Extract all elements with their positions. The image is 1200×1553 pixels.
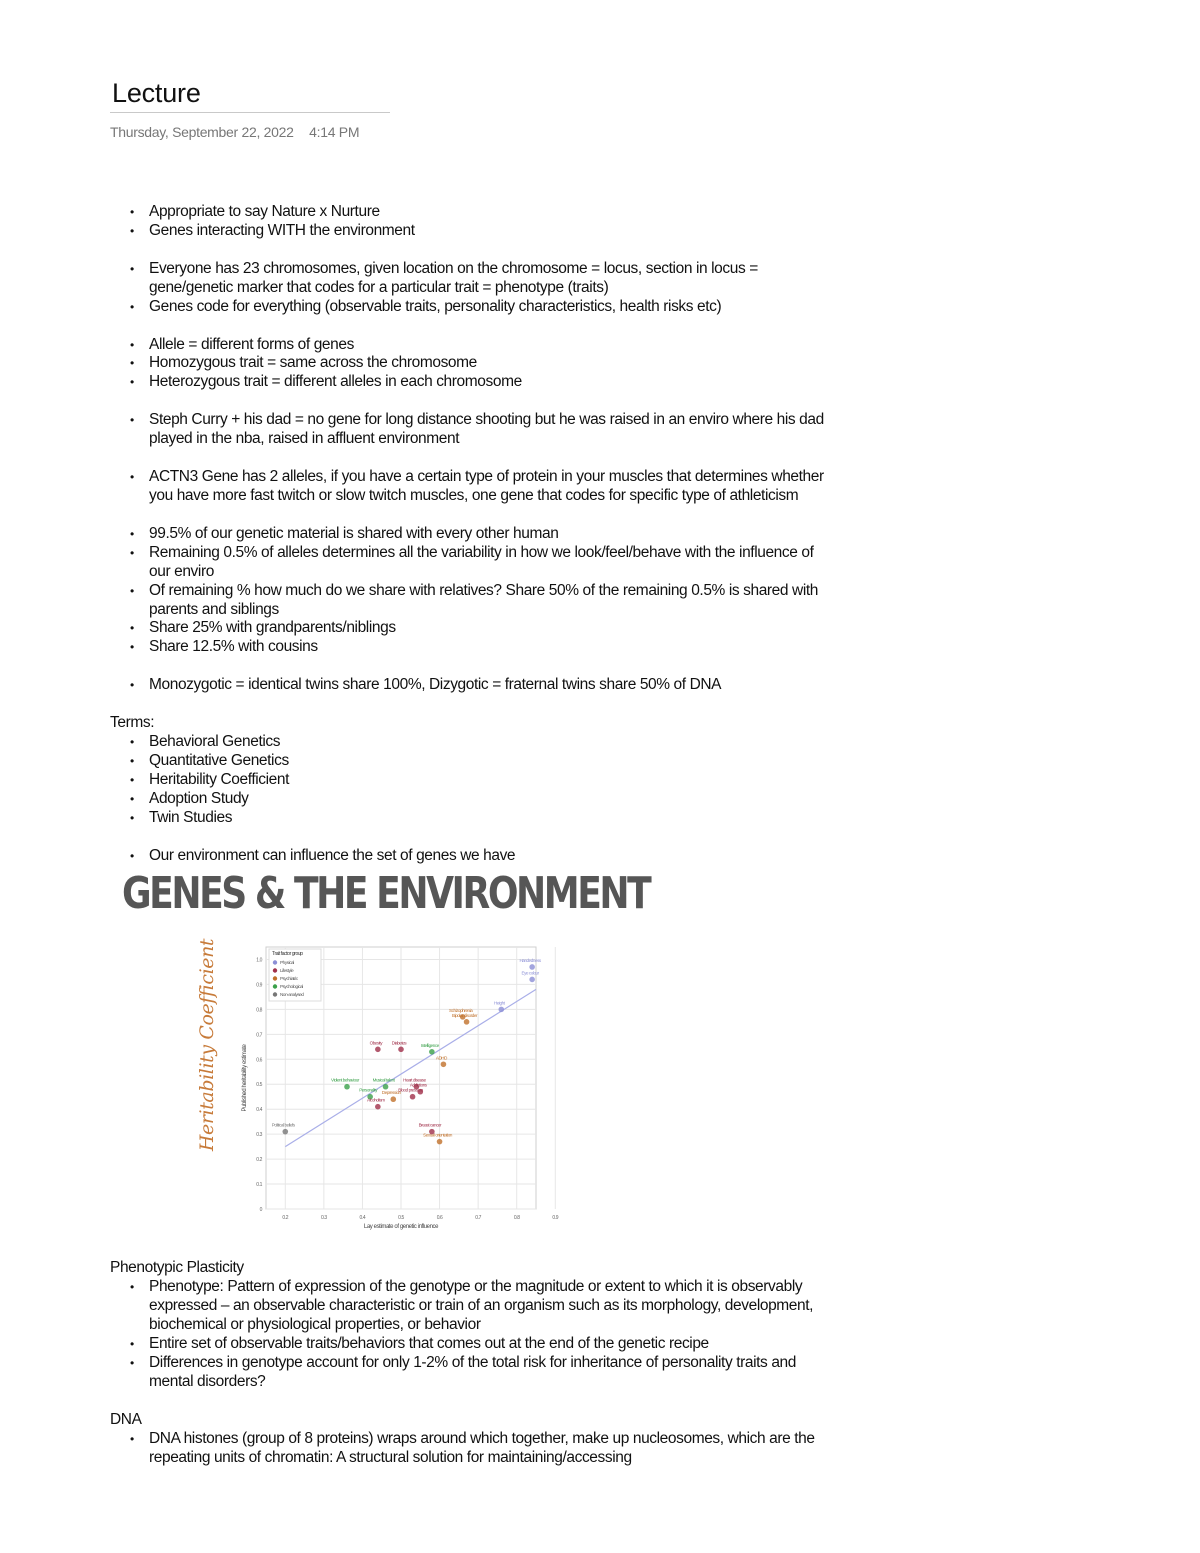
list-item: • Share 25% with grandparents/niblings [110,619,830,638]
note-body [110,203,830,1468]
data-point-label: Schizophrenia [449,1008,473,1014]
y-tick-label: 0.4 [256,1107,262,1114]
x-tick-label: 0.9 [552,1215,559,1222]
list-item: • Genes interacting WITH the environment [110,222,830,241]
x-tick-label: 0.4 [359,1215,366,1222]
data-point [282,1129,288,1135]
legend-entry: Non-analysed [280,992,304,998]
y-tick-label: 0.7 [256,1032,262,1039]
y-tick-label: 0.2 [256,1157,262,1164]
genes-environment-figure [120,868,650,1245]
legend-swatch [273,977,277,981]
y-tick-label: 0 [259,1207,262,1214]
bullet-list [110,676,830,695]
bullet-list [110,260,830,317]
data-point [398,1047,404,1053]
data-point-label: Addictions [409,1083,427,1089]
plasticity-list [110,1278,830,1391]
legend-entry: Psychiatric [280,976,298,982]
legend-swatch [273,985,277,989]
legend-swatch [273,993,277,997]
y-tick-label: 0.8 [256,1007,262,1014]
list-item: • Monozygotic = identical twins share 100%, Dizygotic = fraternal twins share 50% of DNA [110,676,830,695]
legend-swatch [273,961,277,965]
legend-entry: Lifestyle [280,968,294,974]
dna-list [110,1430,830,1468]
bullet-list [110,203,830,241]
data-point [429,1049,435,1055]
x-tick-label: 0.8 [513,1215,520,1222]
figure-title: GENES & THE ENVIRONMENT [122,868,650,920]
heritability-scatter-chart [238,941,559,1231]
list-item: • Of remaining % how much do we share with relatives? Share 50% of the remaining 0.5% is shared with parents and siblings [110,582,830,620]
data-point [390,1097,396,1103]
data-point-label: Handedness [519,958,541,964]
data-point-label: Alcoholism [366,1098,385,1104]
data-point [383,1084,389,1090]
data-point-label: Intelligence [420,1043,439,1049]
list-item: • Behavioral Genetics [110,733,830,752]
list-item: • Heritability Coefficient [110,771,830,790]
data-point-label: Eye colour [521,970,539,976]
title-divider [110,112,390,113]
y-tick-label: 0.1 [256,1182,262,1189]
list-item: • Steph Curry + his dad = no gene for long distance shooting but he was raised in an enviro where his dad played in the nba, raised in affluent environment [110,411,830,449]
list-item: • ACTN3 Gene has 2 alleles, if you have a certain type of protein in your muscles that determines whether you have more fast twitch or slow twitch muscles, one gene that codes for specific type of athleticism [110,468,830,506]
data-point-label: Political beliefs [271,1123,295,1129]
legend-entry: Psychological [280,984,303,990]
y-tick-label: 0.3 [256,1132,262,1139]
data-point [410,1094,416,1100]
page-title: Lecture [112,78,201,108]
x-tick-label: 0.6 [436,1215,443,1222]
plasticity-heading: Phenotypic Plasticity [110,1259,244,1277]
bullet-list [110,411,830,449]
list-item: • Quantitative Genetics [110,752,830,771]
list-item: • Everyone has 23 chromosomes, given location on the chromosome = locus, section in locus = gene/genetic marker that codes for a particular trait = phenotype (traits) [110,260,830,298]
data-point [344,1084,350,1090]
bullet-list [110,525,830,657]
list-item: • Adoption Study [110,790,830,809]
data-point-label: Bipolar disorder [452,1013,478,1019]
x-tick-label: 0.3 [320,1215,327,1222]
list-item: • Genes code for everything (observable traits, personality characteristics, health risks etc) [110,298,830,317]
data-point-label: Sexual orientation [423,1133,452,1139]
bullet-list [110,468,830,506]
data-point [529,965,535,971]
heritability-side-label: Heritability Coefficient [196,939,218,1152]
x-tick-label: 0.5 [398,1215,404,1222]
data-point-label: Obesity [369,1040,383,1046]
data-point [498,1007,504,1013]
x-axis-label: Lay estimate of genetic influence [363,1224,439,1231]
data-point-label: Blood pressure [398,1088,423,1094]
data-point-label: Personality [359,1088,378,1094]
list-item: • Homozygous trait = same across the chromosome [110,354,830,373]
data-point-label: Heart disease [403,1078,426,1084]
data-point-label: Musical talent [372,1078,395,1084]
data-point [464,1020,470,1026]
data-point [441,1062,447,1068]
y-tick-label: 0.5 [256,1082,262,1089]
list-item: • Allele = different forms of genes [110,336,830,355]
page-date [110,124,359,140]
list-item: • Share 12.5% with cousins [110,638,830,657]
data-point-label: Height [493,1000,505,1006]
y-axis-label: Published heritability estimate [242,1044,248,1112]
legend-title: Trait factor group [272,951,303,958]
list-item: • Entire set of observable traits/behaviors that comes out at the end of the genetic recipe [110,1335,830,1354]
page-time-text: 4:14 PM [309,124,360,140]
terms-list [110,733,830,828]
data-point-label: ADHD [435,1055,448,1061]
y-tick-label: 0.6 [256,1057,262,1064]
y-tick-label: 1.0 [256,957,262,964]
list-item: • 99.5% of our genetic material is shared with every other human [110,525,830,544]
legend-swatch [273,969,277,973]
list-item: • Appropriate to say Nature x Nurture [110,203,830,222]
data-point [529,977,535,983]
list-item: • Twin Studies [110,809,830,828]
dna-heading: DNA [110,1410,142,1428]
data-point-label: Diabetes [391,1040,407,1046]
data-point-label: Violent behaviour [331,1078,359,1084]
bullet-list [110,336,830,393]
x-tick-label: 0.7 [475,1215,482,1222]
list-item: • Phenotype: Pattern of expression of the genotype or the magnitude or extent to which it is observably expressed – an observable characteristic or train of an organism such as its morphology, development, biochemical or physiological properties, or behavior [110,1278,830,1335]
data-point [375,1104,381,1110]
list-item: • Our environment can influence the set of genes we have [110,847,830,866]
list-item: • DNA histones (group of 8 proteins) wraps around which together, make up nucleosomes, which are the repeating units of chromatin: A structural solution for maintaining/accessing [110,1430,830,1468]
data-point-label: Depression [381,1090,401,1096]
list-item: • Differences in genotype account for only 1-2% of the total risk for inheritance of personality traits and mental disorders? [110,1354,830,1392]
page-date-text: Thursday, September 22, 2022 [110,124,294,140]
data-point [375,1047,381,1053]
list-item: • Remaining 0.5% of alleles determines all the variability in how we look/feel/behave with the influence of our enviro [110,544,830,582]
x-tick-label: 0.2 [282,1215,289,1222]
bullet-list [110,847,830,866]
legend-entry: Physical [280,960,294,966]
y-tick-label: 0.9 [256,982,262,989]
list-item: • Heterozygous trait = different alleles in each chromosome [110,373,830,392]
terms-heading: Terms: [110,714,155,732]
data-point [437,1139,443,1145]
data-point-label: Breast cancer [418,1123,442,1129]
